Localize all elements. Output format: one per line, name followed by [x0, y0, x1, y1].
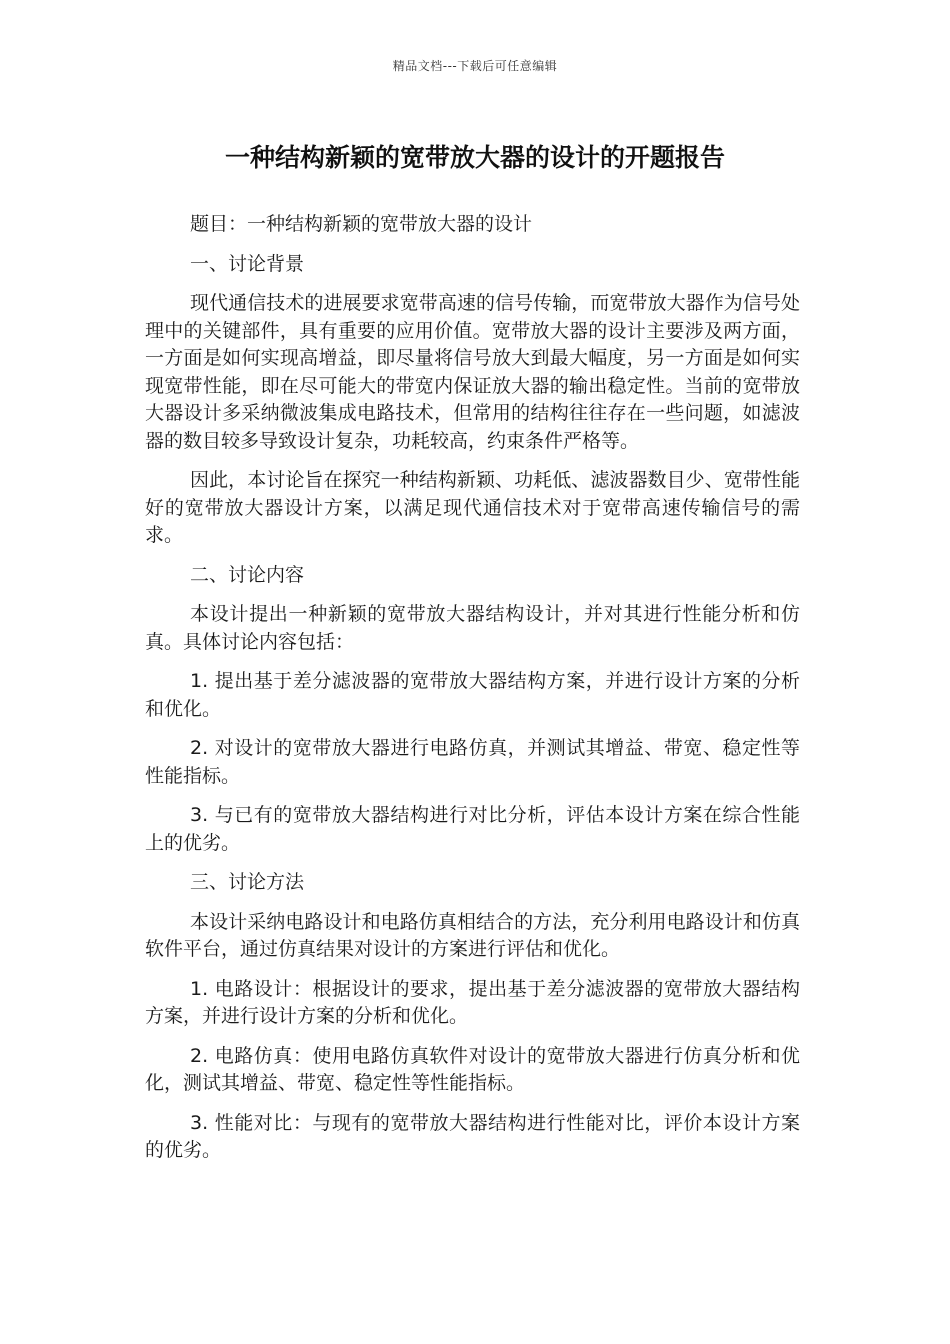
- section-heading-method: 三、讨论方法: [190, 871, 305, 893]
- section-heading-background: 一、讨论背景: [190, 252, 305, 275]
- list-item: 1. 电路设计：根据设计的要求，提出基于差分滤波器的宽带放大器结构方案，并进行设计方案的分析和优化。: [145, 977, 800, 1027]
- section-heading-content: 二、讨论内容: [190, 563, 305, 586]
- list-item: 3. 与已有的宽带放大器结构进行对比分析，评估本设计方案在综合性能上的优劣。: [145, 804, 800, 854]
- document-body: [145, 211, 800, 1177]
- page-header-watermark: 精品文档---下载后可任意编辑: [392, 59, 558, 73]
- list-item: 2. 对设计的宽带放大器进行电路仿真，并测试其增益、带宽、稳定性等性能指标。: [145, 737, 800, 787]
- list-item: 2. 电路仿真：使用电路仿真软件对设计的宽带放大器进行仿真分析和优化，测试其增益、带宽、稳定性等性能指标。: [145, 1044, 800, 1094]
- topic-line: 题目：一种结构新颖的宽带放大器的设计: [190, 213, 533, 235]
- paragraph-background-1: 现代通信技术的进展要求宽带高速的信号传输，而宽带放大器作为信号处理中的关键部件，具有重要的应用价值。宽带放大器的设计主要涉及两方面，一方面是如何实现高增益，即尽量将信号放大到最大幅度，另一方面是如何实现宽带性能，即在尽可能大的带宽内保证放大器的输出稳定性。当前的宽带放大器设计多采纳微波集成电路技术，但常用的结构往往存在一些问题，如滤波器的数目较多导致设计复杂，功耗较高，约束条件严格等。: [145, 292, 800, 452]
- list-item: 1. 提出基于差分滤波器的宽带放大器结构方案，并进行设计方案的分析和优化。: [145, 670, 800, 720]
- paragraph-content-intro: 本设计提出一种新颖的宽带放大器结构设计，并对其进行性能分析和仿真。具体讨论内容包括：: [145, 603, 800, 653]
- document-title: 一种结构新颖的宽带放大器的设计的开题报告: [224, 143, 725, 172]
- paragraph-background-2: 因此，本讨论旨在探究一种结构新颖、功耗低、滤波器数目少、宽带性能好的宽带放大器设计方案，以满足现代通信技术对于宽带高速传输信号的需求。: [145, 469, 800, 546]
- list-item: 3. 性能对比：与现有的宽带放大器结构进行性能对比，评价本设计方案的优劣。: [145, 1111, 800, 1161]
- paragraph-method-intro: 本设计采纳电路设计和电路仿真相结合的方法，充分利用电路设计和仿真软件平台，通过仿真结果对设计的方案进行评估和优化。: [145, 910, 800, 960]
